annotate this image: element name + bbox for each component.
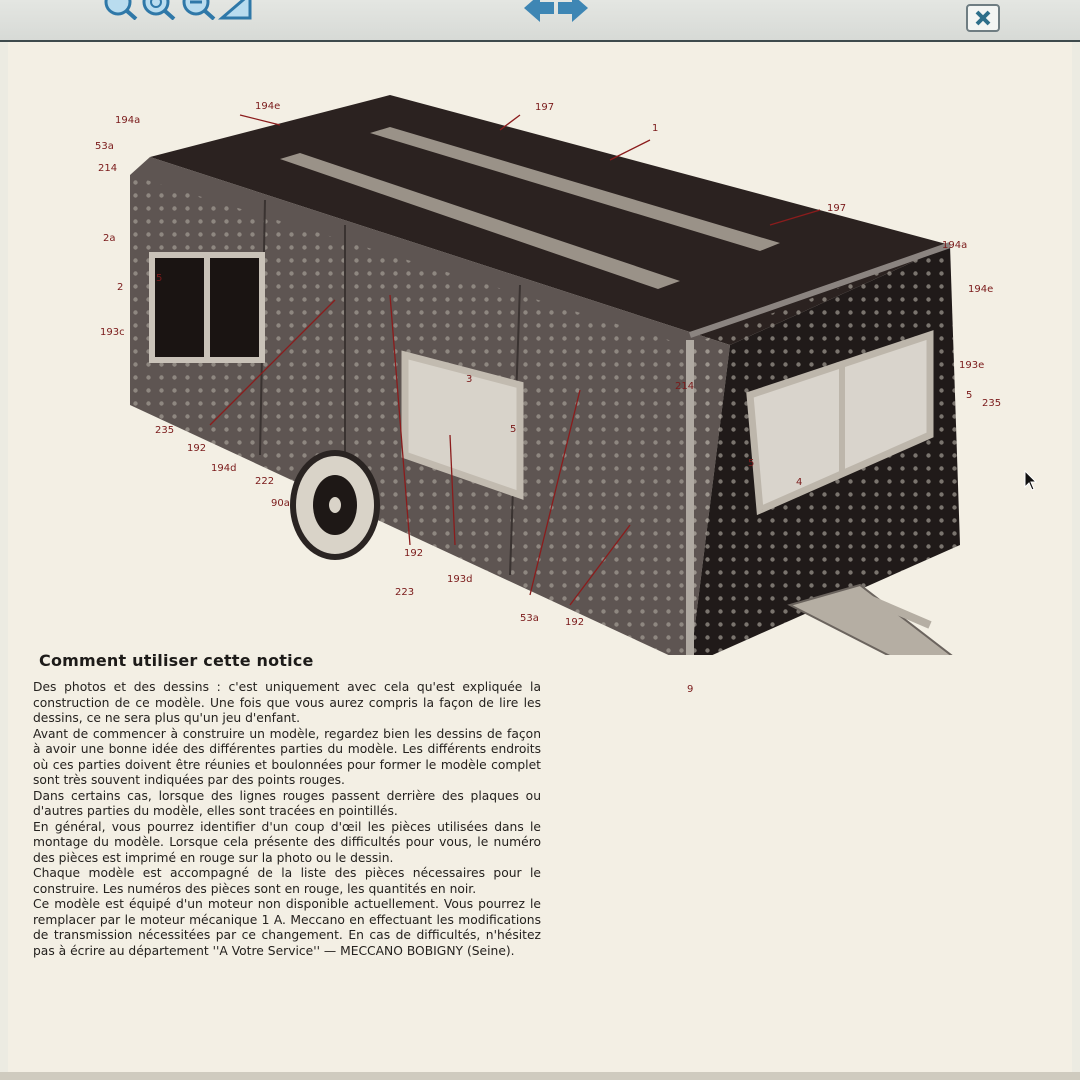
part-label: 193d <box>447 574 473 585</box>
page-edge <box>0 1072 1080 1080</box>
arrow-left-icon <box>522 0 556 24</box>
part-label: 197 <box>827 203 847 214</box>
zoom-reset-icon <box>138 0 178 20</box>
part-label: 193e <box>959 360 985 371</box>
part-label: 223 <box>395 587 415 598</box>
zoom-out-icon <box>178 0 218 20</box>
part-label: 194a <box>942 240 968 251</box>
part-label: 5 <box>966 390 973 401</box>
next-page-button[interactable] <box>556 0 590 24</box>
part-label: 194d <box>211 463 237 474</box>
part-label: 2a <box>103 233 116 244</box>
part-label: 192 <box>565 617 585 628</box>
part-label: 53a <box>95 141 114 152</box>
zoom-out-button[interactable] <box>178 0 218 20</box>
paragraph: Avant de commencer à construire un modèle, regardez bien les dessins de façon à avoir une bonne idée des différentes parties du modèle. Les différents endroits où ces parties doivent être réunies et boulonnées pour former le modèle complet sont très souvent indiquées par des points rouges. <box>33 726 541 787</box>
part-label: 214 <box>98 163 118 174</box>
part-label: 222 <box>255 476 275 487</box>
part-label: 194e <box>255 101 281 112</box>
part-label: 5 <box>748 458 755 469</box>
close-button[interactable] <box>966 4 1000 32</box>
paragraph: Des photos et des dessins : c'est uniquement avec cela qu'est expliquée la construction de ce modèle. Une fois que vous aurez compris la façon de lire les dessins, ce ne sera plus qu'un jeu d'enfant. <box>33 680 541 725</box>
part-label: 192 <box>404 548 424 559</box>
part-label: 9 <box>687 684 694 695</box>
part-label: 194a <box>115 115 141 126</box>
caravan-drawing <box>90 85 1010 655</box>
paragraph: Chaque modèle est accompagné de la liste des pièces nécessaires pour le construire. Les numéros des pièces sont en rouge, les quantités en noir. <box>33 866 541 896</box>
part-label: 193c <box>100 327 125 338</box>
zoom-in-button[interactable] <box>100 0 140 20</box>
part-label: 1 <box>652 123 659 134</box>
mouse-cursor-icon <box>1024 470 1038 492</box>
part-label: 90a <box>271 498 290 509</box>
zoom-in-icon <box>100 0 140 20</box>
viewer-toolbar <box>0 0 1080 42</box>
part-label: 4 <box>796 477 803 488</box>
fit-page-icon <box>216 0 256 24</box>
paragraph: Dans certains cas, lorsque des lignes rouges passent derrière des plaques ou d'autres parties du modèle, elles sont tracées en pointillés. <box>33 788 541 818</box>
section-heading: Comment utiliser cette notice <box>39 651 314 670</box>
instructions-text <box>33 680 541 959</box>
paragraph: Ce modèle est équipé d'un moteur non disponible actuellement. Vous pourrez le remplacer par le moteur mécanique 1 A. Meccano en effectuant les modifications de transmission nécessitées par ce changement. En cas de difficultés, n'hésitez pas à écrire au département ''A Votre Service'' — MECCANO BOBIGNY (Seine). <box>33 897 541 958</box>
part-label: 235 <box>982 398 1002 409</box>
part-label: 197 <box>535 102 555 113</box>
fit-page-button[interactable] <box>216 0 256 24</box>
close-icon <box>968 6 998 30</box>
part-label: 214 <box>675 381 695 392</box>
part-label: 2 <box>117 282 124 293</box>
part-label: 235 <box>155 425 175 436</box>
arrow-right-icon <box>556 0 590 24</box>
paragraph: En général, vous pourrez identifier d'un coup d'œil les pièces utilisées dans le montage du modèle. Lorsque cela présente des difficultés pour vous, le numéro des pièces est imprimé en rouge sur la photo ou le dessin. <box>33 819 541 865</box>
part-label: 3 <box>466 374 473 385</box>
zoom-reset-button[interactable] <box>138 0 178 20</box>
part-label: 192 <box>187 443 207 454</box>
part-label: 5 <box>510 424 517 435</box>
part-label: 53a <box>520 613 539 624</box>
part-label: 194e <box>968 284 994 295</box>
prev-page-button[interactable] <box>522 0 556 24</box>
part-label: 5 <box>156 273 163 284</box>
